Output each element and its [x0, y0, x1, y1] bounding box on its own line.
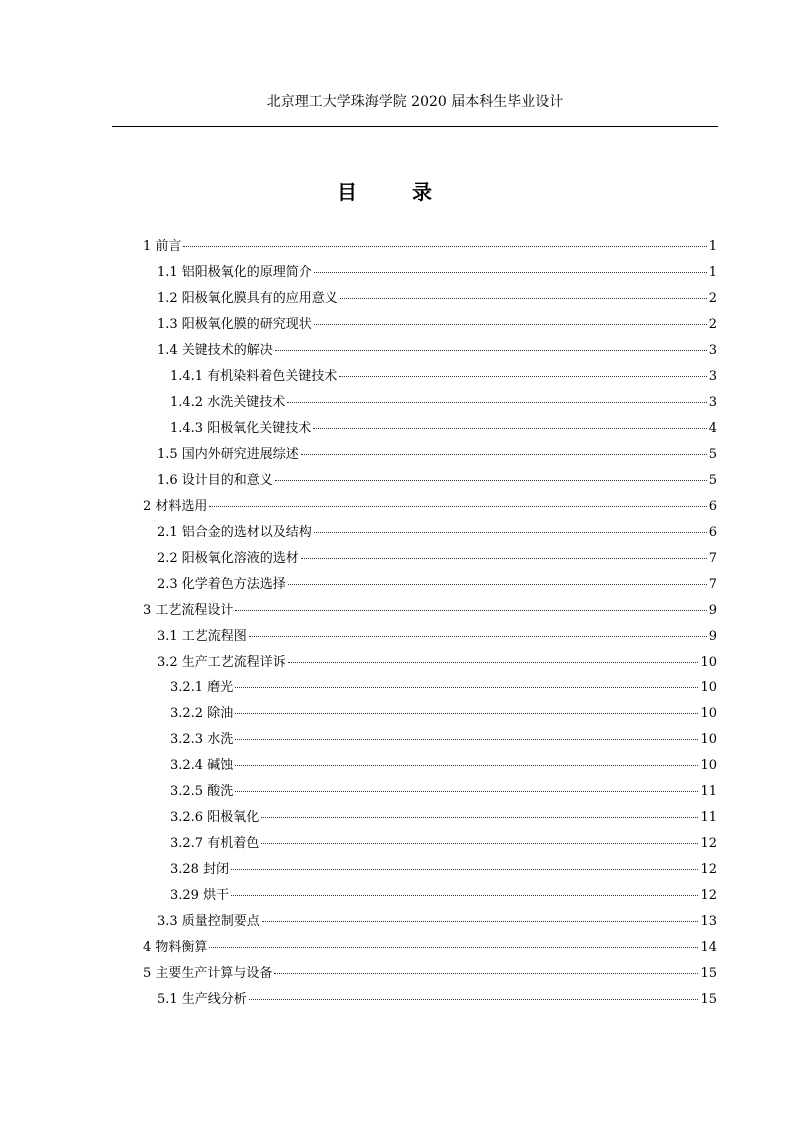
toc-entry-label: 2.2 阳极氧化溶液的选材 — [157, 550, 299, 566]
toc-entry-page: 11 — [700, 810, 717, 826]
toc-entry-label: 3.3 质量控制要点 — [157, 914, 260, 930]
toc-entry-label: 3.2.4 碱蚀 — [170, 758, 234, 774]
toc-entry-row — [157, 286, 717, 312]
toc-entry[interactable] — [0, 286, 793, 312]
toc-entry-row — [170, 364, 717, 390]
toc-entry-page: 10 — [700, 680, 717, 696]
table-of-contents — [0, 234, 793, 1013]
toc-leader-dots — [249, 636, 707, 637]
toc-entry-row — [143, 598, 717, 624]
toc-entry-page: 14 — [700, 940, 717, 956]
toc-entry-page: 10 — [700, 732, 717, 748]
toc-leader-dots — [261, 843, 698, 844]
toc-leader-dots — [235, 791, 698, 792]
toc-leader-dots — [249, 999, 699, 1000]
toc-entry[interactable] — [0, 650, 793, 676]
toc-entry[interactable] — [0, 961, 793, 987]
toc-entry-row — [143, 234, 717, 260]
toc-entry[interactable] — [0, 987, 793, 1013]
toc-leader-dots — [231, 895, 698, 896]
toc-entry-label: 1.6 设计目的和意义 — [157, 472, 273, 488]
toc-entry-label: 2.3 化学着色方法选择 — [157, 576, 286, 592]
toc-entry[interactable] — [0, 805, 793, 831]
toc-entry[interactable] — [0, 312, 793, 338]
toc-entry-row — [157, 312, 717, 338]
toc-entry[interactable] — [0, 779, 793, 805]
toc-entry[interactable] — [0, 727, 793, 753]
toc-entry-page: 10 — [700, 706, 717, 722]
toc-entry[interactable] — [0, 494, 793, 520]
toc-entry-label: 1.4 关键技术的解决 — [157, 342, 273, 358]
toc-leader-dots — [235, 713, 698, 714]
toc-entry[interactable] — [0, 442, 793, 468]
toc-entry-row — [157, 468, 717, 494]
toc-leader-dots — [301, 454, 707, 455]
toc-entry[interactable] — [0, 364, 793, 390]
toc-entry-page: 12 — [700, 888, 717, 904]
toc-leader-dots — [235, 765, 698, 766]
toc-entry-page: 6 — [708, 524, 717, 540]
toc-entry-label: 3.2 生产工艺流程详诉 — [157, 654, 286, 670]
toc-entry-label: 3 工艺流程设计 — [143, 602, 234, 618]
toc-entry[interactable] — [0, 753, 793, 779]
toc-entry-row — [157, 572, 717, 598]
toc-entry[interactable] — [0, 624, 793, 650]
toc-leader-dots — [262, 921, 699, 922]
toc-leader-dots — [288, 662, 699, 663]
toc-entry-page: 7 — [708, 576, 717, 592]
toc-entry-row — [170, 753, 717, 779]
toc-entry[interactable] — [0, 909, 793, 935]
toc-entry-page: 15 — [700, 966, 717, 982]
toc-entry[interactable] — [0, 390, 793, 416]
toc-entry-row — [170, 883, 717, 909]
toc-entry-label: 1 前言 — [143, 239, 182, 254]
toc-entry[interactable] — [0, 701, 793, 727]
toc-entry-page: 12 — [700, 836, 717, 852]
toc-entry-row — [143, 494, 717, 520]
toc-entry-label: 1.5 国内外研究进展综述 — [157, 446, 299, 462]
toc-entry-label: 1.4.1 有机染料着色关键技术 — [170, 368, 338, 384]
toc-entry-page: 6 — [708, 498, 717, 514]
toc-leader-dots — [314, 532, 707, 533]
toc-entry-label: 3.29 烘干 — [170, 888, 230, 904]
toc-leader-dots — [301, 558, 707, 559]
page-header: 北京理工大学珠海学院 2020 届本科生毕业设计 — [266, 94, 564, 110]
toc-entry-row — [170, 805, 717, 831]
toc-entry-label: 1.1 铝阳极氧化的原理简介 — [157, 264, 312, 280]
toc-entry-row — [170, 779, 717, 805]
toc-entry-page: 3 — [708, 342, 717, 358]
toc-entry-label: 1.4.2 水洗关键技术 — [170, 394, 286, 410]
toc-entry-label: 3.2.1 磨光 — [170, 680, 234, 696]
toc-leader-dots — [261, 817, 698, 818]
toc-title: 目 录 — [337, 180, 456, 204]
toc-entry-label: 5.1 生产线分析 — [157, 992, 247, 1008]
toc-leader-dots — [275, 350, 707, 351]
toc-leader-dots — [314, 272, 707, 273]
toc-leader-dots — [235, 739, 698, 740]
toc-entry[interactable] — [0, 883, 793, 909]
toc-entry-row — [157, 442, 717, 468]
toc-leader-dots — [209, 947, 698, 948]
toc-entry-row — [157, 520, 717, 546]
toc-entry-page: 9 — [708, 602, 717, 618]
toc-entry-page: 3 — [708, 368, 717, 384]
toc-leader-dots — [313, 428, 707, 429]
toc-entry-page: 1 — [708, 239, 717, 254]
toc-entry-row — [157, 624, 717, 650]
toc-entry-row — [157, 987, 717, 1013]
toc-leader-dots — [287, 402, 707, 403]
toc-entry-page: 10 — [700, 758, 717, 774]
toc-entry-page: 4 — [708, 420, 717, 436]
toc-entry-page: 12 — [700, 862, 717, 878]
toc-entry-row — [170, 857, 717, 883]
toc-entry-label: 5 主要生产计算与设备 — [143, 966, 273, 982]
toc-entry-row — [157, 546, 717, 572]
toc-entry-page: 3 — [708, 394, 717, 410]
toc-leader-dots — [288, 584, 707, 585]
toc-entry-page: 5 — [708, 472, 717, 488]
toc-entry-label: 3.28 封闭 — [170, 862, 230, 878]
toc-entry[interactable] — [0, 260, 793, 286]
toc-entry[interactable] — [0, 935, 793, 961]
toc-entry-row — [170, 390, 717, 416]
toc-entry-row — [143, 935, 717, 961]
toc-entry-label: 2.1 铝合金的选材以及结构 — [157, 524, 312, 540]
toc-entry-row — [170, 701, 717, 727]
toc-entry-row — [157, 909, 717, 935]
toc-entry-row — [170, 727, 717, 753]
toc-entry-page: 13 — [700, 914, 717, 930]
toc-entry-label: 3.1 工艺流程图 — [157, 628, 247, 644]
toc-leader-dots — [314, 324, 707, 325]
toc-entry[interactable] — [0, 546, 793, 572]
toc-entry-row — [157, 650, 717, 676]
toc-entry-page: 15 — [700, 992, 717, 1008]
toc-entry-row — [157, 260, 717, 286]
header-rule — [112, 126, 718, 127]
toc-entry[interactable] — [0, 338, 793, 364]
toc-entry[interactable] — [0, 572, 793, 598]
toc-entry-label: 1.3 阳极氧化膜的研究现状 — [157, 316, 312, 332]
toc-leader-dots — [183, 246, 706, 247]
toc-entry[interactable] — [0, 234, 793, 260]
toc-entry-page: 7 — [708, 550, 717, 566]
toc-leader-dots — [340, 298, 707, 299]
toc-entry-row — [143, 961, 717, 987]
toc-entry[interactable] — [0, 831, 793, 857]
toc-entry-page: 9 — [708, 628, 717, 644]
toc-entry-label: 4 物料衡算 — [143, 940, 208, 956]
toc-entry-label: 1.4.3 阳极氧化关键技术 — [170, 420, 312, 436]
toc-leader-dots — [339, 376, 707, 377]
toc-entry[interactable] — [0, 520, 793, 546]
toc-leader-dots — [275, 480, 707, 481]
toc-entry-page: 10 — [700, 654, 717, 670]
toc-entry[interactable] — [0, 857, 793, 883]
toc-entry-row — [170, 831, 717, 857]
toc-entry-page: 1 — [708, 264, 717, 280]
toc-entry-label: 3.2.2 除油 — [170, 706, 234, 722]
toc-entry-row — [170, 416, 717, 442]
toc-leader-dots — [235, 610, 706, 611]
toc-entry-row — [157, 338, 717, 364]
toc-entry-label: 3.2.3 水洗 — [170, 732, 234, 748]
toc-entry-label: 1.2 阳极氧化膜具有的应用意义 — [157, 290, 338, 306]
toc-entry[interactable] — [0, 468, 793, 494]
toc-entry[interactable] — [0, 416, 793, 442]
toc-entry-row — [170, 675, 717, 701]
toc-entry-label: 3.2.5 酸洗 — [170, 784, 234, 800]
toc-entry-page: 11 — [700, 784, 717, 800]
toc-entry-label: 3.2.6 阳极氧化 — [170, 810, 260, 826]
toc-leader-dots — [274, 973, 698, 974]
toc-entry-label: 2 材料选用 — [143, 498, 208, 514]
toc-entry[interactable] — [0, 675, 793, 701]
toc-entry-page: 2 — [708, 290, 717, 306]
toc-leader-dots — [209, 506, 706, 507]
toc-entry[interactable] — [0, 598, 793, 624]
toc-entry-label: 3.2.7 有机着色 — [170, 836, 260, 852]
toc-leader-dots — [231, 869, 698, 870]
toc-leader-dots — [235, 687, 698, 688]
toc-entry-page: 2 — [708, 316, 717, 332]
toc-entry-page: 5 — [708, 446, 717, 462]
